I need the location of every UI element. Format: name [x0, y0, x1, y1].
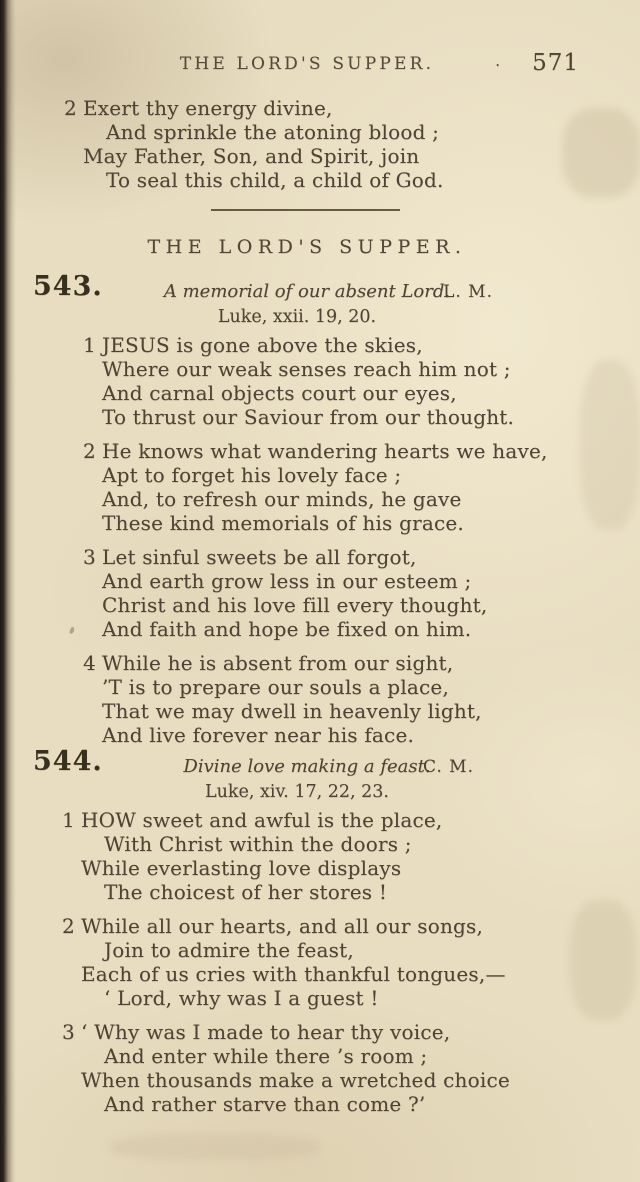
verse-line: While he is absent from our sight, — [102, 651, 454, 675]
verse-line: And live forever near his face. — [102, 723, 415, 747]
verse-line: Apt to forget his lovely face ; — [102, 463, 402, 487]
header-separator-dot: . — [495, 52, 500, 70]
hymn-title: Divine love making a feast. — [183, 756, 431, 777]
hymn-verse — [83, 439, 620, 535]
verse-number: 2 — [83, 439, 96, 463]
verse-line: Let sinful sweets be all forgot, — [102, 545, 417, 569]
hymn-header — [0, 746, 640, 808]
verse-line: And rather starve than come ?’ — [104, 1092, 426, 1116]
hymn-verse — [64, 96, 610, 192]
verse-line: And enter while there ’s room ; — [104, 1044, 428, 1068]
verse-line: And carnal objects court our eyes, — [102, 381, 457, 405]
hymn-verse — [62, 808, 620, 904]
hymn-header — [0, 271, 640, 333]
verse-line: And sprinkle the atoning blood ; — [106, 120, 440, 144]
hymn-verse — [62, 914, 620, 1010]
hymn-meter: L. M. — [443, 282, 493, 302]
verse-lines — [64, 96, 610, 192]
verse-line: To seal this child, a child of God. — [106, 168, 444, 192]
hymns-section — [0, 271, 640, 1116]
hymn-title: A memorial of our absent Lord. — [163, 281, 451, 302]
verse-line: And faith and hope be fixed on him. — [102, 617, 472, 641]
section-divider-rule — [211, 209, 400, 211]
verse-number: 3 — [83, 545, 96, 569]
fragment-verse — [64, 96, 610, 192]
verse-lines — [62, 808, 620, 904]
hymn-verses — [62, 808, 620, 1116]
verse-number: 4 — [83, 651, 96, 675]
hymn-verse — [62, 1020, 620, 1116]
verse-line: ‘ Lord, why was I a guest ! — [104, 986, 379, 1010]
book-gutter-shadow — [0, 0, 16, 1182]
verse-line: Christ and his love fill every thought, — [102, 593, 488, 617]
running-header — [0, 50, 640, 80]
bleed-through-smudge — [110, 1134, 320, 1160]
verse-line: When thousands make a wretched choice — [81, 1068, 510, 1092]
verse-line: The choicest of her stores ! — [104, 880, 388, 904]
verse-number: 3 — [62, 1020, 75, 1044]
verse-line: To thrust our Saviour from our thought. — [102, 405, 515, 429]
verse-line: He knows what wandering hearts we have, — [102, 439, 548, 463]
hymn-verses — [83, 333, 620, 747]
hymn-meter: C. M. — [422, 757, 474, 777]
verse-line: Join to admire the feast, — [104, 938, 354, 962]
hymn-scripture-reference: Luke, xiv. 17, 22, 23. — [205, 782, 389, 802]
verse-line: Where our weak senses reach him not ; — [102, 357, 511, 381]
verse-line: These kind memorials of his grace. — [102, 511, 464, 535]
hymn-verse — [83, 333, 620, 429]
verse-number: 2 — [64, 96, 77, 120]
hymn-scripture-reference: Luke, xxii. 19, 20. — [217, 307, 377, 327]
verse-number: 2 — [62, 914, 75, 938]
verse-lines — [62, 1020, 620, 1116]
verse-number: 1 — [83, 333, 96, 357]
verse-line: And earth grow less in our esteem ; — [102, 569, 472, 593]
page-number: 571 — [532, 50, 579, 76]
section-heading: THE LORD'S SUPPER. — [147, 236, 467, 258]
verse-line: ‘ Why was I made to hear thy voice, — [81, 1020, 451, 1044]
hymn — [0, 271, 640, 747]
verse-line: While all our hearts, and all our songs, — [81, 914, 484, 938]
verse-lines — [83, 545, 620, 641]
verse-line: JESUS is gone above the skies, — [102, 333, 423, 357]
verse-line: ’T is to prepare our souls a place, — [102, 675, 450, 699]
hymn-number: 544. — [33, 746, 103, 777]
hymn — [0, 746, 640, 1116]
running-header-title: THE LORD'S SUPPER. — [179, 54, 435, 74]
verse-line: Each of us cries with thankful tongues,— — [81, 962, 506, 986]
verse-lines — [83, 439, 620, 535]
hymn-number: 543. — [33, 271, 103, 302]
verse-line: And, to refresh our minds, he gave — [102, 487, 462, 511]
verse-line: HOW sweet and awful is the place, — [81, 808, 443, 832]
verse-line: Exert thy energy divine, — [83, 96, 333, 120]
hymn-verse — [83, 651, 620, 747]
verse-lines — [62, 914, 620, 1010]
hymn-verse — [83, 545, 620, 641]
verse-line: With Christ within the doors ; — [104, 832, 412, 856]
verse-lines — [83, 333, 620, 429]
verse-lines — [83, 651, 620, 747]
verse-line: May Father, Son, and Spirit, join — [83, 144, 420, 168]
verse-number: 1 — [62, 808, 75, 832]
verse-line: That we may dwell in heavenly light, — [102, 699, 482, 723]
verse-line: While everlasting love displays — [81, 856, 402, 880]
